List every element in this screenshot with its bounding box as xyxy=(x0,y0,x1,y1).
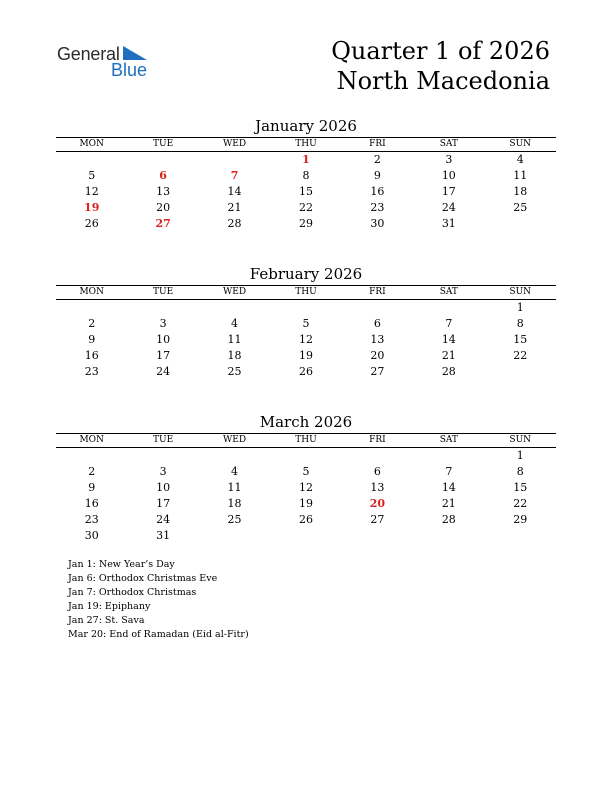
day-cell: 5 xyxy=(88,169,96,182)
title-country: North Macedonia xyxy=(336,67,550,95)
weekday-label: SAT xyxy=(439,435,458,445)
day-cell: 16 xyxy=(84,497,99,510)
day-cell: 12 xyxy=(298,481,313,494)
day-cell: 30 xyxy=(370,217,385,230)
week-row xyxy=(56,496,556,512)
week-row xyxy=(56,512,556,528)
day-cell: 21 xyxy=(441,349,456,362)
day-cell: 12 xyxy=(298,333,313,346)
brand-blue-text: Blue xyxy=(111,60,148,80)
weekday-label: THU xyxy=(295,139,317,149)
weekday-header-row xyxy=(56,138,556,151)
day-cell: 25 xyxy=(227,513,242,526)
week-row xyxy=(56,168,556,184)
page-title xyxy=(331,36,550,96)
week-row xyxy=(56,448,556,464)
holiday-note: Jan 1: New Year’s Day xyxy=(68,559,175,570)
day-cell: 6 xyxy=(159,169,167,182)
day-cell: 15 xyxy=(513,481,528,494)
weekday-label: FRI xyxy=(369,139,386,149)
day-cell: 24 xyxy=(156,513,171,526)
day-cell: 19 xyxy=(298,497,313,510)
week-row xyxy=(56,152,556,168)
weekday-label: FRI xyxy=(369,287,386,297)
week-row xyxy=(56,348,556,364)
day-cell: 1 xyxy=(302,153,310,166)
day-cell: 19 xyxy=(298,349,313,362)
day-cell: 2 xyxy=(88,465,96,478)
week-row xyxy=(56,216,556,232)
weekday-label: MON xyxy=(79,287,104,297)
day-cell: 8 xyxy=(516,317,524,330)
week-row xyxy=(56,184,556,200)
weekday-label: MON xyxy=(79,435,104,445)
empty-day-cell xyxy=(127,152,198,168)
day-cell: 1 xyxy=(516,449,524,462)
day-cell: 13 xyxy=(370,481,385,494)
weekday-label: SUN xyxy=(509,435,532,445)
day-cell: 28 xyxy=(227,217,242,230)
day-cell: 4 xyxy=(231,317,239,330)
day-cell: 27 xyxy=(370,513,385,526)
empty-day-cell xyxy=(270,528,341,544)
day-cell: 6 xyxy=(373,465,381,478)
month-march xyxy=(56,413,556,544)
day-cell: 8 xyxy=(516,465,524,478)
week-row xyxy=(56,528,556,544)
day-cell: 19 xyxy=(84,201,100,214)
month-title: March 2026 xyxy=(259,413,353,431)
empty-day-cell xyxy=(270,300,341,316)
week-row xyxy=(56,200,556,216)
weekday-label: SUN xyxy=(509,139,532,149)
day-cell: 27 xyxy=(370,365,385,378)
week-row xyxy=(56,464,556,480)
day-cell: 7 xyxy=(230,169,239,182)
day-cell: 6 xyxy=(373,317,381,330)
day-cell: 26 xyxy=(298,513,313,526)
day-cell: 17 xyxy=(156,349,171,362)
day-cell: 18 xyxy=(227,349,242,362)
holiday-note: Jan 27: St. Sava xyxy=(68,615,145,626)
day-cell: 10 xyxy=(156,481,171,494)
day-cell: 29 xyxy=(298,217,313,230)
day-cell: 18 xyxy=(513,185,528,198)
week-row xyxy=(56,364,556,380)
day-cell: 31 xyxy=(441,217,456,230)
day-cell: 5 xyxy=(302,317,310,330)
empty-day-cell xyxy=(199,448,270,464)
day-cell: 9 xyxy=(88,481,96,494)
holiday-note: Jan 19: Epiphany xyxy=(68,601,151,612)
day-cell: 16 xyxy=(84,349,99,362)
empty-day-cell xyxy=(56,448,127,464)
empty-day-cell xyxy=(127,300,198,316)
weekday-label: MON xyxy=(79,139,104,149)
brand-logo xyxy=(57,44,157,80)
weekday-label: WED xyxy=(223,435,247,445)
day-cell: 15 xyxy=(513,333,528,346)
day-cell: 2 xyxy=(88,317,96,330)
day-cell: 24 xyxy=(441,201,456,214)
day-cell: 11 xyxy=(513,169,528,182)
month-february xyxy=(56,265,556,380)
empty-day-cell xyxy=(413,300,484,316)
day-cell: 3 xyxy=(445,153,453,166)
day-cell: 22 xyxy=(513,497,528,510)
month-title: February 2026 xyxy=(249,265,363,283)
empty-day-cell xyxy=(342,300,413,316)
empty-day-cell xyxy=(56,152,127,168)
day-cell: 3 xyxy=(159,465,167,478)
day-cell: 11 xyxy=(227,333,242,346)
weekday-label: SAT xyxy=(439,287,458,297)
holiday-notes xyxy=(68,558,249,642)
day-cell: 13 xyxy=(156,185,171,198)
day-cell: 1 xyxy=(516,301,524,314)
day-cell: 12 xyxy=(84,185,99,198)
weekday-label: SUN xyxy=(509,287,532,297)
brand-general-text: General xyxy=(57,44,120,64)
empty-day-cell xyxy=(199,300,270,316)
day-cell: 20 xyxy=(370,349,385,362)
empty-day-cell xyxy=(342,448,413,464)
weekday-label: SAT xyxy=(439,139,458,149)
day-cell: 5 xyxy=(302,465,310,478)
empty-day-cell xyxy=(199,528,270,544)
holiday-note: Jan 7: Orthodox Christmas xyxy=(68,587,197,598)
weekday-label: WED xyxy=(223,287,247,297)
day-cell: 18 xyxy=(227,497,242,510)
day-cell: 28 xyxy=(441,365,456,378)
empty-day-cell xyxy=(127,448,198,464)
day-cell: 2 xyxy=(373,153,381,166)
day-cell: 21 xyxy=(441,497,456,510)
day-cell: 17 xyxy=(441,185,456,198)
day-cell: 9 xyxy=(88,333,96,346)
day-cell: 28 xyxy=(441,513,456,526)
week-row xyxy=(56,480,556,496)
day-cell: 23 xyxy=(370,201,385,214)
day-cell: 14 xyxy=(227,185,242,198)
day-cell: 4 xyxy=(516,153,524,166)
weekday-label: TUE xyxy=(153,435,174,445)
day-cell: 23 xyxy=(84,365,99,378)
month-january xyxy=(56,117,556,232)
empty-day-cell xyxy=(413,448,484,464)
day-cell: 25 xyxy=(513,201,528,214)
week-row xyxy=(56,316,556,332)
empty-day-cell xyxy=(485,528,556,544)
day-cell: 30 xyxy=(84,529,99,542)
triangle-logo-icon xyxy=(123,46,147,60)
day-cell: 3 xyxy=(159,317,167,330)
day-cell: 14 xyxy=(441,481,456,494)
empty-day-cell xyxy=(413,528,484,544)
week-row xyxy=(56,332,556,348)
title-quarter: Quarter 1 of 2026 xyxy=(331,37,550,65)
day-cell: 26 xyxy=(84,217,99,230)
weekday-label: WED xyxy=(223,139,247,149)
day-cell: 24 xyxy=(156,365,171,378)
day-cell: 17 xyxy=(156,497,171,510)
day-cell: 26 xyxy=(298,365,313,378)
day-cell: 11 xyxy=(227,481,242,494)
empty-day-cell xyxy=(199,152,270,168)
day-cell: 10 xyxy=(156,333,171,346)
day-cell: 31 xyxy=(156,529,171,542)
day-cell: 9 xyxy=(373,169,381,182)
weekday-label: TUE xyxy=(153,287,174,297)
holiday-note: Mar 20: End of Ramadan (Eid al-Fitr) xyxy=(68,629,249,640)
weekday-label: TUE xyxy=(153,139,174,149)
weekday-header-row xyxy=(56,286,556,299)
day-cell: 25 xyxy=(227,365,242,378)
day-cell: 20 xyxy=(156,201,171,214)
empty-day-cell xyxy=(56,300,127,316)
empty-day-cell xyxy=(485,364,556,380)
day-cell: 10 xyxy=(441,169,456,182)
day-cell: 7 xyxy=(445,317,453,330)
weekday-label: THU xyxy=(295,287,317,297)
day-cell: 16 xyxy=(370,185,385,198)
day-cell: 22 xyxy=(298,201,313,214)
day-cell: 27 xyxy=(155,217,171,230)
empty-day-cell xyxy=(485,216,556,232)
day-cell: 23 xyxy=(84,513,99,526)
day-cell: 8 xyxy=(302,169,310,182)
day-cell: 22 xyxy=(513,349,528,362)
weekday-header-row xyxy=(56,434,556,447)
month-title: January 2026 xyxy=(255,117,357,135)
day-cell: 13 xyxy=(370,333,385,346)
day-cell: 4 xyxy=(231,465,239,478)
holiday-note: Jan 6: Orthodox Christmas Eve xyxy=(68,573,218,584)
day-cell: 15 xyxy=(298,185,313,198)
empty-day-cell xyxy=(342,528,413,544)
weekday-label: THU xyxy=(295,435,317,445)
day-cell: 29 xyxy=(513,513,528,526)
day-cell: 7 xyxy=(445,465,453,478)
empty-day-cell xyxy=(270,448,341,464)
day-cell: 14 xyxy=(441,333,456,346)
day-cell: 21 xyxy=(227,201,242,214)
day-cell: 20 xyxy=(369,497,386,510)
week-row xyxy=(56,300,556,316)
weekday-label: FRI xyxy=(369,435,386,445)
